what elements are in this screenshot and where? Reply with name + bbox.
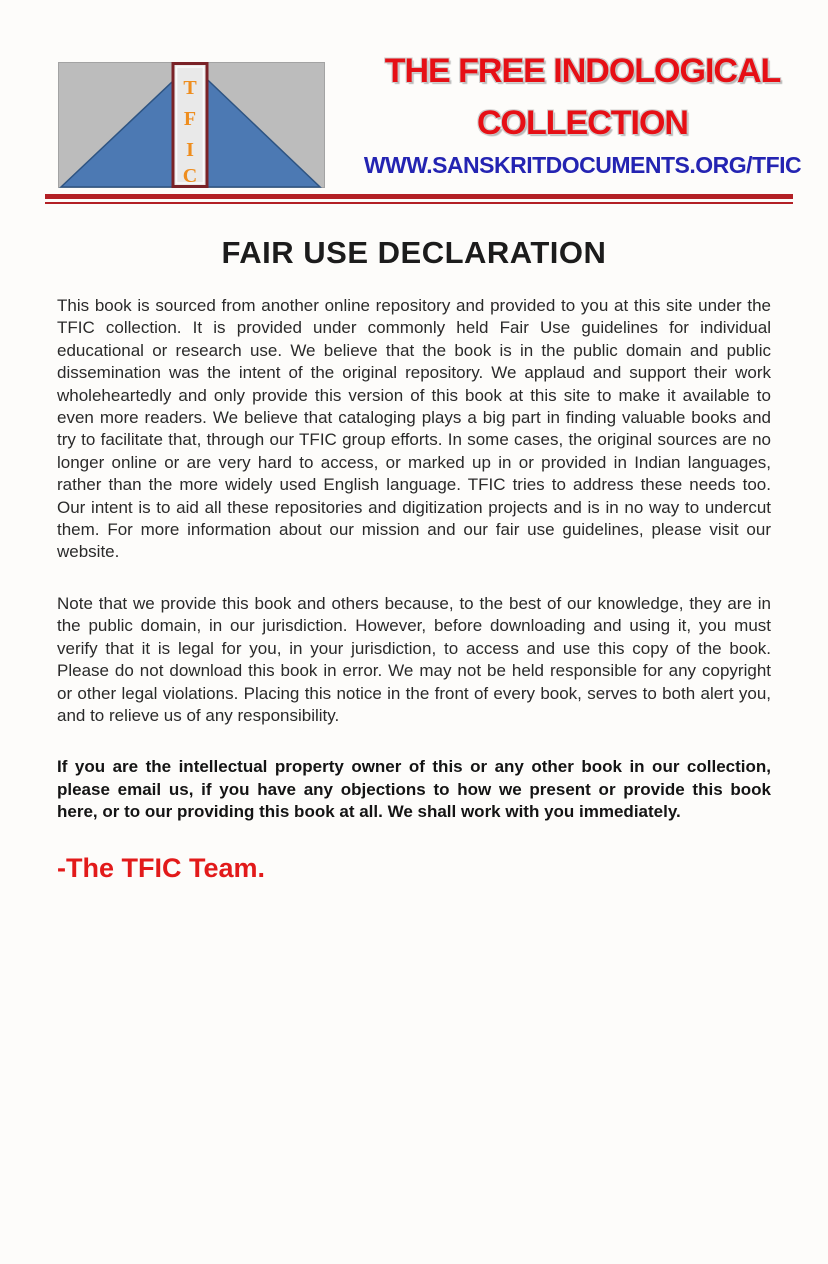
- site-title-line2: COLLECTION: [477, 104, 688, 142]
- logo-letter-t: T: [183, 77, 197, 99]
- document-body: [57, 295, 771, 884]
- header-title-block: [350, 50, 815, 177]
- paragraph-fair-use: This book is sourced from another online repository and provided to you at this site under the TFIC collection. It is provided under commonly held Fair Use guidelines for individual educational or research use. We believe that the book is in the public domain and public dissemination was the intent of the original repository. We applaud and support their work wholeheartedly and only provide this version of this book at this site to make it available to even more readers. We believe that cataloging plays a big part in finding valuable books and try to facilitate that, through our TFIC group efforts. In some cases, the original sources are no longer online or are very hard to access, or marked up in or provided in Indian languages, rather than the more widely used English language. TFIC tries to address these needs too. Our intent is to aid all these repositories and digitization projects and is in no way to undercut them. For more information about our mission and our fair use guidelines, please visit our website.: [57, 296, 771, 562]
- site-title-line1: THE FREE INDOLOGICAL: [384, 52, 781, 90]
- tfic-logo: [58, 62, 325, 188]
- logo-letter-f: F: [183, 108, 197, 130]
- website-url: WWW.SANSKRITDOCUMENTS.ORG/TFIC: [363, 152, 802, 178]
- logo-letter-c: C: [182, 165, 198, 187]
- signature-tfic-team: -The TFIC Team.: [57, 852, 266, 883]
- tfic-logo-graphic: [58, 62, 325, 188]
- paragraph-ip-owner-notice: If you are the intellectual property owner of this or any other book in our collection, please email us, if you have any objections to how we present or provide this book here, or to our providing this book at all. We shall work with you immediately.: [57, 757, 771, 822]
- header-divider-rule: [45, 194, 793, 204]
- logo-letter-i: I: [186, 139, 194, 161]
- paragraph-jurisdiction: Note that we provide this book and others because, to the best of our knowledge, they are in the public domain, in our jurisdiction. However, before downloading and using it, you must verify that it is legal for you, in your jurisdiction, to access and use this copy of the book. Please do not download this book in error. We may not be held responsible for any copyright or other legal violations. Placing this notice in the front of every book, serves to both alert you, and to relieve us of any responsibility.: [57, 593, 771, 725]
- page-title: FAIR USE DECLARATION: [221, 235, 607, 270]
